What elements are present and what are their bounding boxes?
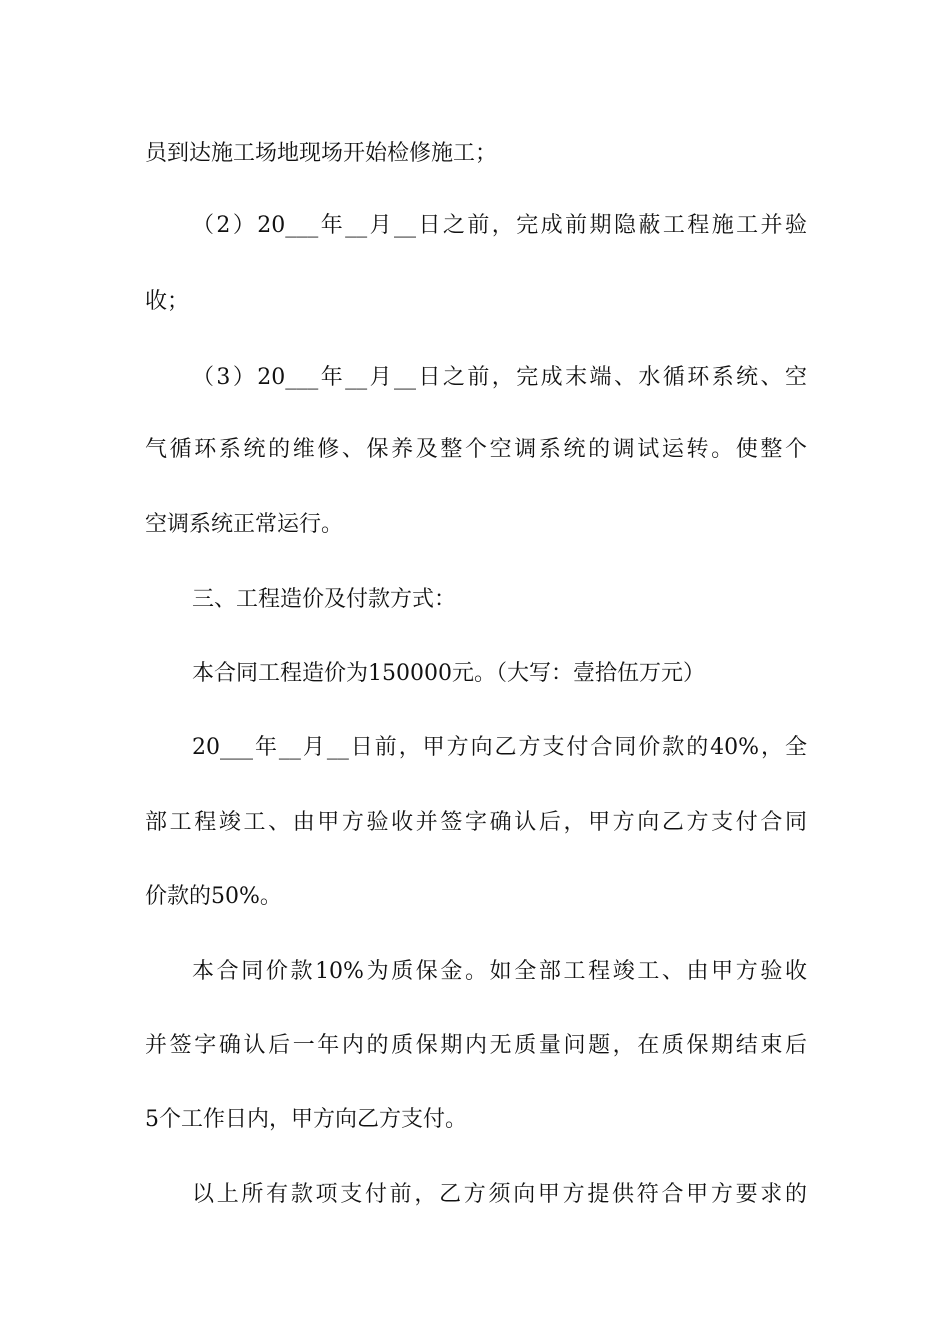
- paragraph-line: 收；: [145, 289, 190, 314]
- paragraph-line: 本合同价款10%为质保金。如全部工程竣工、由甲方验收: [192, 959, 807, 984]
- paragraph-line: （2）20___年__月__日之前，完成前期隐蔽工程施工并验: [192, 213, 807, 238]
- paragraph-line: 20___年__月__日前，甲方向乙方支付合同价款的40%，全: [192, 735, 807, 760]
- paragraph-line: 部工程竣工、由甲方验收并签字确认后，甲方向乙方支付合同: [145, 810, 807, 835]
- paragraph-line: 气循环系统的维修、保养及整个空调系统的调试运转。使整个: [145, 437, 807, 462]
- paragraph-line: 员到达施工场地现场开始检修施工；: [145, 141, 498, 166]
- paragraph-line: 价款的50%。: [145, 884, 282, 909]
- paragraph-line: （3）20___年__月__日之前，完成末端、水循环系统、空: [192, 365, 807, 390]
- paragraph-line: 5个工作日内，甲方向乙方支付。: [145, 1107, 467, 1132]
- paragraph-line: 本合同工程造价为150000元。（大写：壹拾伍万元）: [192, 661, 705, 686]
- paragraph-line: 空调系统正常运行。: [145, 512, 344, 537]
- paragraph-line: 并签字确认后一年内的质保期内无质量问题，在质保期结束后: [145, 1033, 807, 1058]
- paragraph-line: 以上所有款项支付前，乙方须向甲方提供符合甲方要求的: [192, 1182, 807, 1207]
- section-heading: 三、工程造价及付款方式：: [192, 587, 457, 612]
